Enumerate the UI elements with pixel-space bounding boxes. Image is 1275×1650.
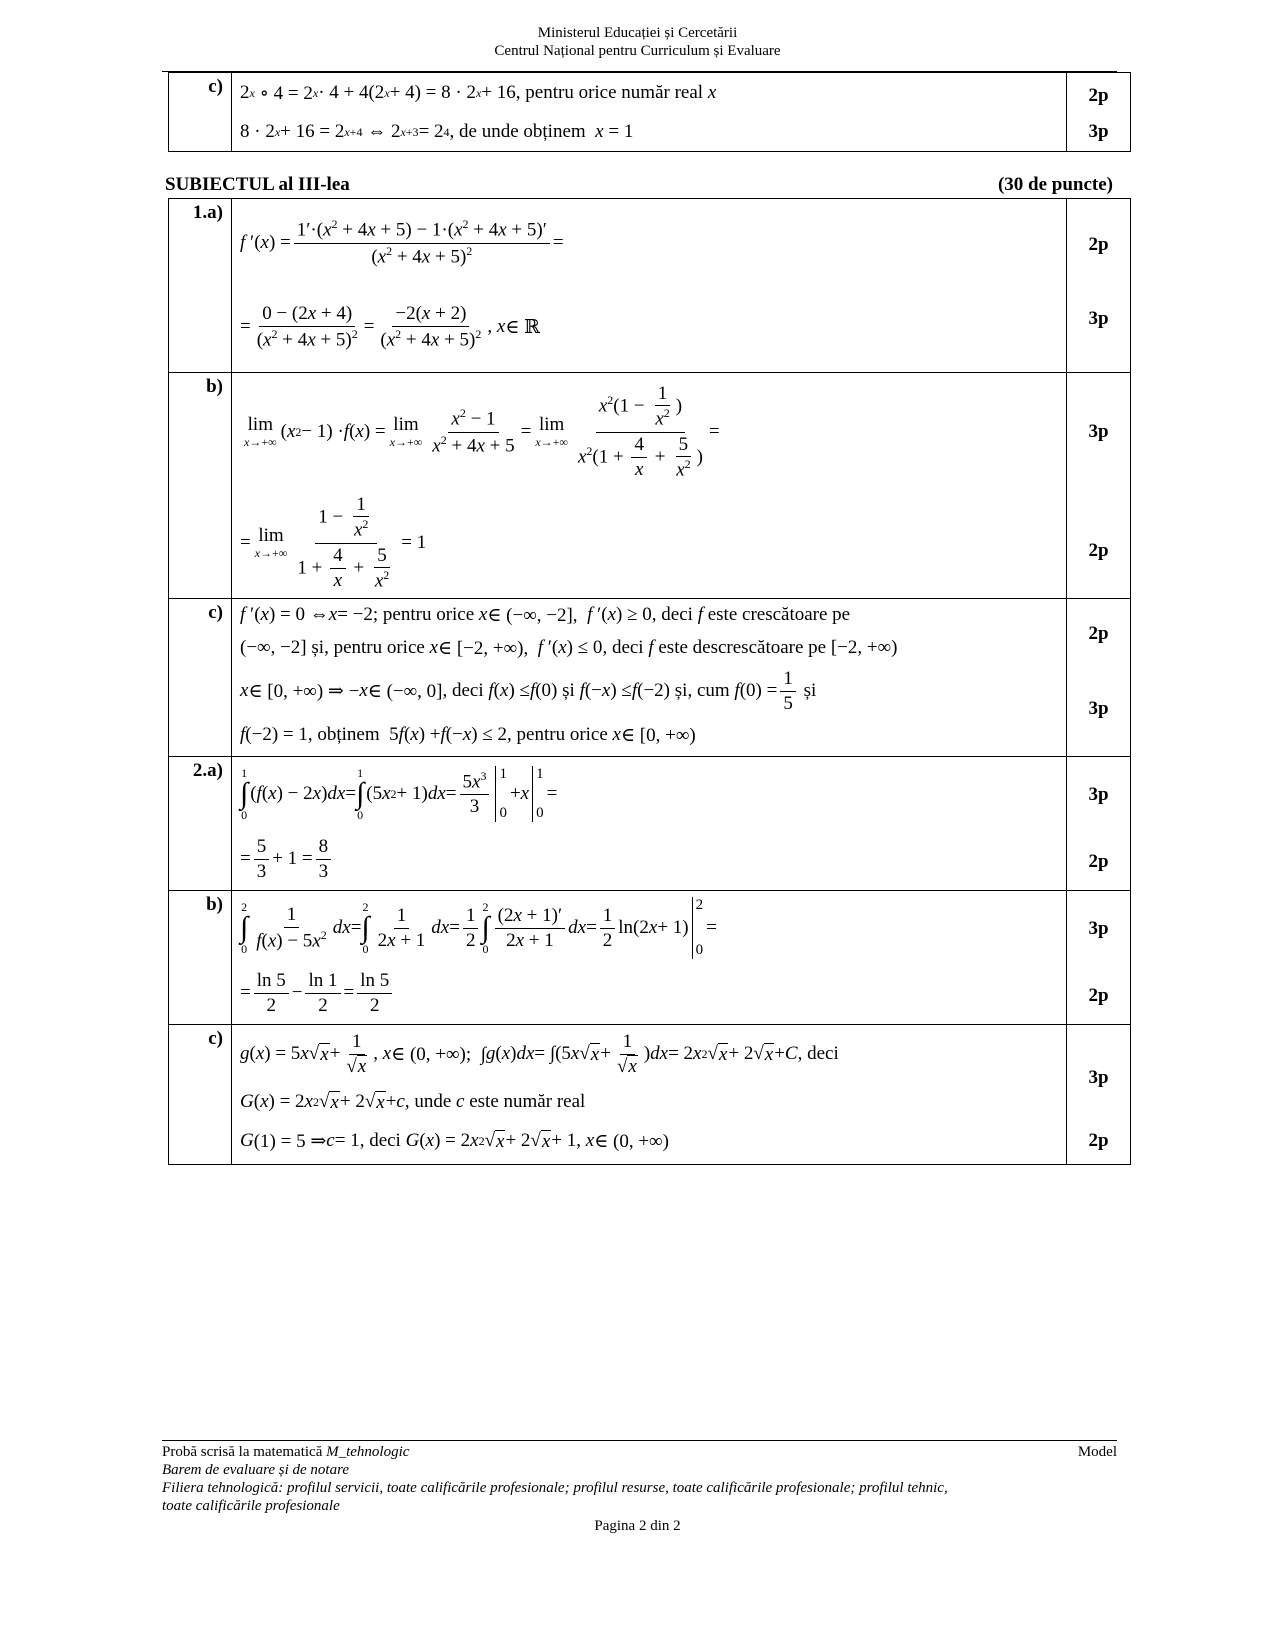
points-cell bbox=[1067, 373, 1131, 599]
footer bbox=[162, 1443, 1117, 1515]
points-cell bbox=[1067, 1025, 1131, 1165]
formula-line: f ′( x ) = 0 ⇔ x = −2 ; pentru orice x ∈ (−∞, −2], f ′( x ) ≥ 0 , deci f este crescătoare pe bbox=[240, 604, 851, 626]
item-body bbox=[232, 373, 1067, 599]
text: și bbox=[803, 680, 817, 701]
points-cell bbox=[1067, 199, 1131, 373]
text: este număr real bbox=[469, 1091, 586, 1112]
formula-line: f (−2) = 1 , obținem 5 f ( x ) + f (− x ) ≤ 2 , pentru orice x ∈ [0, +∞) bbox=[240, 724, 696, 746]
text: , deci bbox=[602, 637, 644, 658]
formula-line: (−∞, −2] și, pentru orice x ∈ [−2, +∞), f ′( x ) ≤ 0 , deci f este descrescătoare pe [−2, +∞) bbox=[240, 637, 898, 659]
formula-line: lim x→+∞ ( x 2 − 1) · f ( x ) = lim x→+∞ $x^2 - 1$ $x^2 + 4x + 5$ = lim x→+∞ $x^2(1$ − $\frac{1}{x^2}$ ) $x^2(1$ + $\frac{4}{x}$ + $\frac{5}{x^2}$ ) = bbox=[244, 382, 720, 481]
item-label: c) bbox=[169, 73, 232, 152]
table-row bbox=[169, 1025, 1131, 1165]
text: și, cum bbox=[674, 680, 730, 701]
text: , unde bbox=[404, 1091, 452, 1112]
table-row bbox=[169, 73, 1131, 152]
grading-table bbox=[168, 198, 1131, 1165]
exam-variant: M_tehnologic bbox=[326, 1444, 410, 1460]
footer-rule bbox=[162, 1440, 1117, 1441]
formula-line: G ( x ) = 2 x 2 √ x + 2√ x + c , unde c este număr real bbox=[240, 1091, 586, 1113]
points: 3p bbox=[1088, 918, 1109, 939]
model-label: Model bbox=[1077, 1444, 1117, 1460]
item-label: b) bbox=[169, 373, 232, 599]
table-row bbox=[169, 599, 1131, 757]
item-label: b) bbox=[169, 891, 232, 1025]
points: 2p bbox=[1088, 540, 1109, 561]
filiera-line: Filiera tehnologică: profilul servicii, toate calificările profesionale; profilul resurse, toate calificările profesionale; profilul tehnic, bbox=[162, 1480, 948, 1496]
points: 3p bbox=[1088, 421, 1109, 442]
page-header bbox=[0, 24, 1275, 60]
text: , pentru orice număr real bbox=[515, 82, 704, 103]
page-number: Pagina 2 din 2 bbox=[594, 1518, 681, 1534]
top-table bbox=[168, 72, 1131, 152]
points: 3p bbox=[1088, 308, 1109, 329]
text: și bbox=[562, 680, 575, 701]
barem-label: Barem de evaluare și de notare bbox=[162, 1462, 350, 1478]
points: 3p bbox=[1088, 1067, 1109, 1088]
footer-line bbox=[162, 1443, 1117, 1461]
exam-name: Probă scrisă la matematică bbox=[162, 1444, 323, 1460]
formula-line: g ( x ) = 5 x √ x + 1 √x , x ∈ (0, +∞); ∫ g ( x ) dx = ∫(5 x √ x + 1 √x ) dx = 2 x 2 √ x + 2√ x + C , deci bbox=[240, 1030, 839, 1077]
table-row bbox=[169, 891, 1131, 1025]
section-points: (30 de puncte) bbox=[997, 174, 1113, 195]
table-row bbox=[169, 757, 1131, 891]
points: 2p bbox=[1088, 623, 1109, 644]
points: 2p bbox=[1088, 234, 1109, 255]
text: și, pentru orice bbox=[311, 637, 425, 658]
table-row bbox=[169, 199, 1131, 373]
formula-line: = lim x→+∞ 1 − $\frac{1}{x^2}$ 1 + $\frac{4}{x}$ + $\frac{5}{x^2}$ = 1 bbox=[240, 493, 427, 592]
section-title: SUBIECTUL al III-lea bbox=[165, 174, 350, 195]
item-label: c) bbox=[169, 599, 232, 757]
text: , deci bbox=[442, 680, 484, 701]
formula-line: = 0 − (2x + 4) $(x^2 + 4x + 5)^2$ = −2(x + 2) $(x^2 + 4x + 5)^2$ , x ∈ ℝ bbox=[240, 303, 540, 351]
points: 2p bbox=[1088, 85, 1109, 106]
item-body bbox=[232, 891, 1067, 1025]
points-cell bbox=[1067, 757, 1131, 891]
var: x bbox=[707, 82, 717, 103]
text: , deci bbox=[797, 1043, 839, 1064]
points: 2p bbox=[1088, 1130, 1109, 1151]
text: este crescătoare pe bbox=[707, 604, 851, 625]
text: ; pentru orice bbox=[372, 604, 475, 625]
table-row bbox=[169, 373, 1131, 599]
item-body bbox=[232, 73, 1067, 152]
points: 2p bbox=[1088, 985, 1109, 1006]
text: , de unde obținem bbox=[449, 121, 586, 142]
points: 3p bbox=[1088, 698, 1109, 719]
points: 2p bbox=[1088, 851, 1109, 872]
formula-line: f ′( x ) = $1'\cdot(x^2 + 4x + 5) - 1\cdot(x^2 + 4x + 5)'$ $(x^2 + 4x + 5)^2$ = bbox=[240, 217, 564, 267]
formula-line: 2 ∫ 0 1 $f(x) - 5x^2$ dx = 2 ∫ 0 1 2x + 1 dx = 1 2 2 ∫ 0 (2x + 1)′ 2x + 1 dx = 1 2 ln(2 x + 1) 2 0 = bbox=[240, 897, 717, 958]
formula-line: G (1) = 5 ⇒ c = 1 , deci G ( x ) = 2 x 2 √ x + 2√ x + 1, x ∈ (0, +∞) bbox=[240, 1130, 669, 1152]
points-cell bbox=[1067, 599, 1131, 757]
points-cell bbox=[1067, 73, 1131, 152]
text: , deci bbox=[651, 604, 693, 625]
item-body bbox=[232, 599, 1067, 757]
text: , obținem bbox=[307, 724, 380, 745]
formula-line: 8 · 2 x + 16 = 2 x+4 ⇔ 2 x+3 = 2 4 , de unde obținem x = 1 bbox=[240, 121, 634, 142]
item-body bbox=[232, 757, 1067, 891]
formula-line: = 5 3 + 1 = 8 3 bbox=[240, 831, 1058, 887]
filiera-line-2: toate calificările profesionale bbox=[162, 1498, 340, 1514]
text: , deci bbox=[359, 1130, 401, 1151]
item-body bbox=[232, 1025, 1067, 1165]
item-body bbox=[232, 199, 1067, 373]
formula-line: x ∈ [0, +∞) ⇒ − x ∈ (−∞, 0] , deci f ( x ) ≤ f (0) și f (− x ) ≤ f (−2) și, cum f (0) = 1 5 și bbox=[240, 667, 817, 714]
formula-line: = ln 5 2 − ln 1 2 = ln 5 2 bbox=[240, 965, 1058, 1021]
item-label: c) bbox=[169, 1025, 232, 1165]
ministry-name: Ministerul Educației și Cercetării bbox=[537, 25, 738, 41]
formula-line: 2 x ∘ 4 = 2 x · 4 + 4(2 x + 4) = 8 · 2 x + 16 , pentru orice număr real x bbox=[240, 82, 717, 104]
points-cell bbox=[1067, 891, 1131, 1025]
points: 3p bbox=[1088, 121, 1109, 142]
text: , pentru orice bbox=[507, 724, 608, 745]
text: este descrescătoare pe bbox=[658, 637, 827, 658]
item-label: 2.a) bbox=[169, 757, 232, 891]
section-heading bbox=[165, 174, 1113, 196]
formula-line: 1 ∫ 0 ( f ( x ) − 2 x ) dx = 1 ∫ 0 (5 x 2 + 1) dx = $5x^3$ 3 1 0 + x 1 0 = bbox=[240, 766, 558, 822]
item-label: 1.a) bbox=[169, 199, 232, 373]
center-name: Centrul Național pentru Curriculum și Evaluare bbox=[494, 43, 781, 59]
points: 3p bbox=[1088, 784, 1109, 805]
